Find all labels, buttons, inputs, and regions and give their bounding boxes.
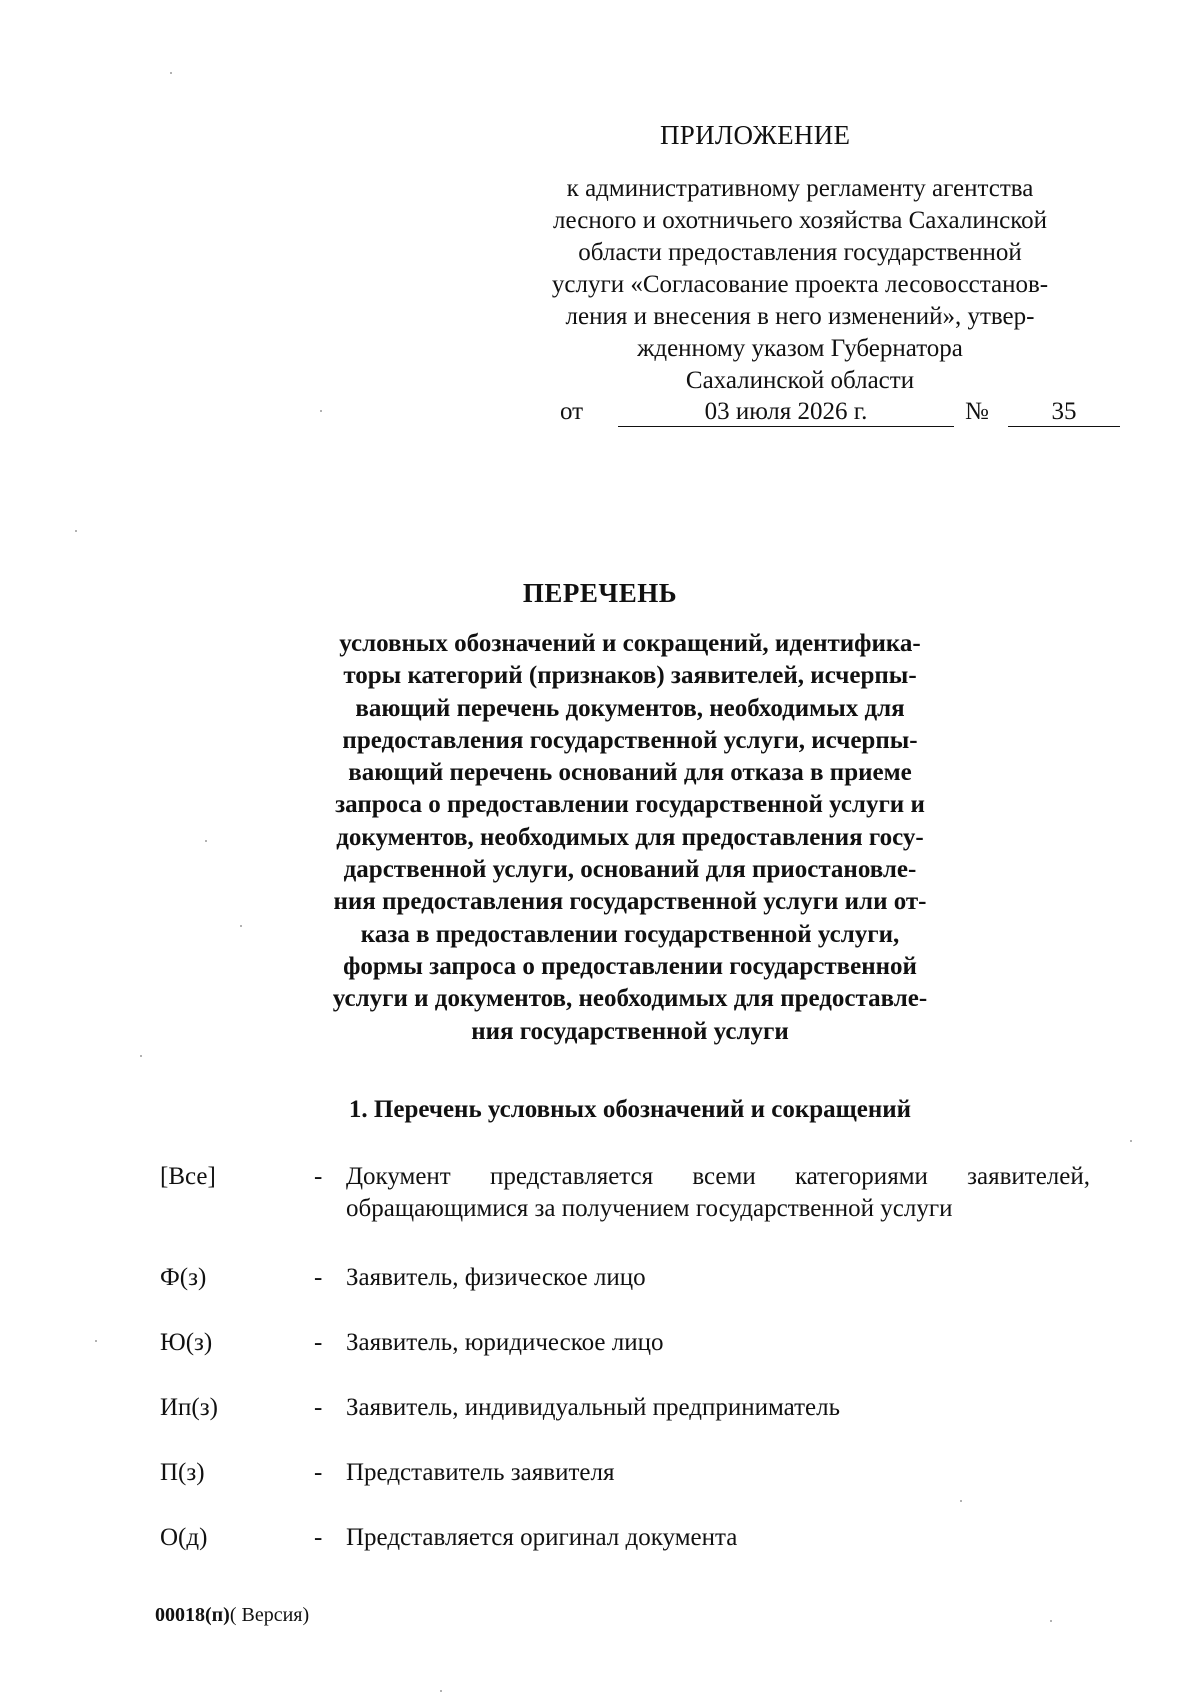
- scan-speck: [170, 72, 172, 74]
- abbreviation-description: Заявитель, индивидуальный предприниматель: [346, 1394, 841, 1421]
- abbreviation-code: Ип(з): [160, 1394, 218, 1421]
- appendix-line: к административному регламенту агентства: [566, 175, 1034, 202]
- appendix-reference: [520, 173, 1080, 397]
- subtitle-line: запроса о предоставлении государственной услуги и: [335, 791, 925, 819]
- subtitle-line: ния государственной услуги: [471, 1017, 789, 1045]
- document-title: ПЕРЕЧЕНЬ: [522, 578, 678, 608]
- abbreviation-code: Ф(з): [160, 1264, 207, 1291]
- subtitle-line: условных обозначений и сокращений, идентифика-: [339, 630, 921, 657]
- scan-speck: [140, 1055, 142, 1057]
- abbreviation-code: Ю(з): [160, 1329, 213, 1356]
- scan-speck: [240, 925, 242, 927]
- subtitle-line: вающий перечень оснований для отказа в приеме: [348, 759, 912, 787]
- decree-number: 35: [1008, 398, 1120, 427]
- abbreviation-description: Представляется оригинал документа: [346, 1524, 738, 1551]
- appendix-line: области предоставления государственной: [578, 239, 1022, 266]
- scan-speck: [320, 410, 322, 412]
- scan-speck: [1050, 1620, 1052, 1622]
- abbreviation-dash: -: [314, 1329, 323, 1356]
- abbreviation-dash: -: [314, 1459, 323, 1486]
- abbreviation-code: О(д): [160, 1524, 208, 1551]
- scan-speck: [75, 530, 77, 532]
- document-code-number: 00018(п): [155, 1604, 230, 1626]
- abbreviation-code: [Все]: [160, 1163, 216, 1190]
- abbreviation-description: Заявитель, юридическое лицо: [346, 1329, 664, 1356]
- subtitle-line: услуги и документов, необходимых для предоставле-: [332, 985, 928, 1013]
- subtitle-line: документов, необходимых для предоставления госу-: [336, 823, 924, 851]
- appendix-line: жденному указом Губернатора: [637, 335, 963, 362]
- appendix-line: лесного и охотничьего хозяйства Сахалинской: [553, 207, 1047, 234]
- decree-date: 03 июля 2026 г.: [618, 398, 954, 427]
- subtitle-line: вающий перечень документов, необходимых для: [355, 694, 905, 722]
- abbreviation-dash: -: [314, 1394, 323, 1421]
- document-code-version: ( Версия): [229, 1604, 310, 1626]
- from-label: от: [560, 398, 584, 425]
- scan-speck: [440, 1690, 442, 1692]
- document-code: [155, 1604, 309, 1627]
- subtitle-line: каза в предоставлении государственной услуги,: [360, 920, 900, 948]
- subtitle-line: торы категорий (признаков) заявителей, исчерпы-: [343, 662, 917, 690]
- abbreviation-dash: -: [314, 1264, 323, 1291]
- document-subtitle: [260, 628, 1000, 1048]
- abbreviation-dash: -: [314, 1524, 323, 1551]
- section-1-heading: 1. Перечень условных обозначений и сокращений: [348, 1096, 912, 1123]
- decree-date-row: [560, 398, 1120, 432]
- subtitle-line: дарственной услуги, оснований для приостановле-: [343, 856, 917, 884]
- abbreviation-description: Представитель заявителя: [346, 1459, 615, 1486]
- scan-speck: [1130, 1140, 1132, 1142]
- abbreviation-code: П(з): [160, 1459, 205, 1486]
- scan-speck: [95, 1340, 97, 1342]
- appendix-title: ПРИЛОЖЕНИЕ: [660, 120, 851, 150]
- abbreviation-description: Документ представляется всеми категориями заявителей, обращающимися за получением государственной услуги: [346, 1163, 1090, 1222]
- abbreviation-dash: -: [314, 1163, 323, 1190]
- scan-speck: [960, 1500, 962, 1502]
- subtitle-line: формы запроса о предоставлении государственной: [343, 952, 917, 980]
- appendix-line: ления и внесения в него изменений», утвер-: [565, 303, 1035, 330]
- number-label: №: [965, 398, 989, 425]
- scan-speck: [205, 840, 207, 842]
- appendix-line: услуги «Согласование проекта лесовосстанов-: [551, 271, 1049, 298]
- subtitle-line: ния предоставления государственной услуги или от-: [333, 888, 927, 916]
- subtitle-line: предоставления государственной услуги, исчерпы-: [342, 726, 918, 754]
- appendix-line: Сахалинской области: [685, 367, 915, 394]
- abbreviation-description: Заявитель, физическое лицо: [346, 1264, 646, 1291]
